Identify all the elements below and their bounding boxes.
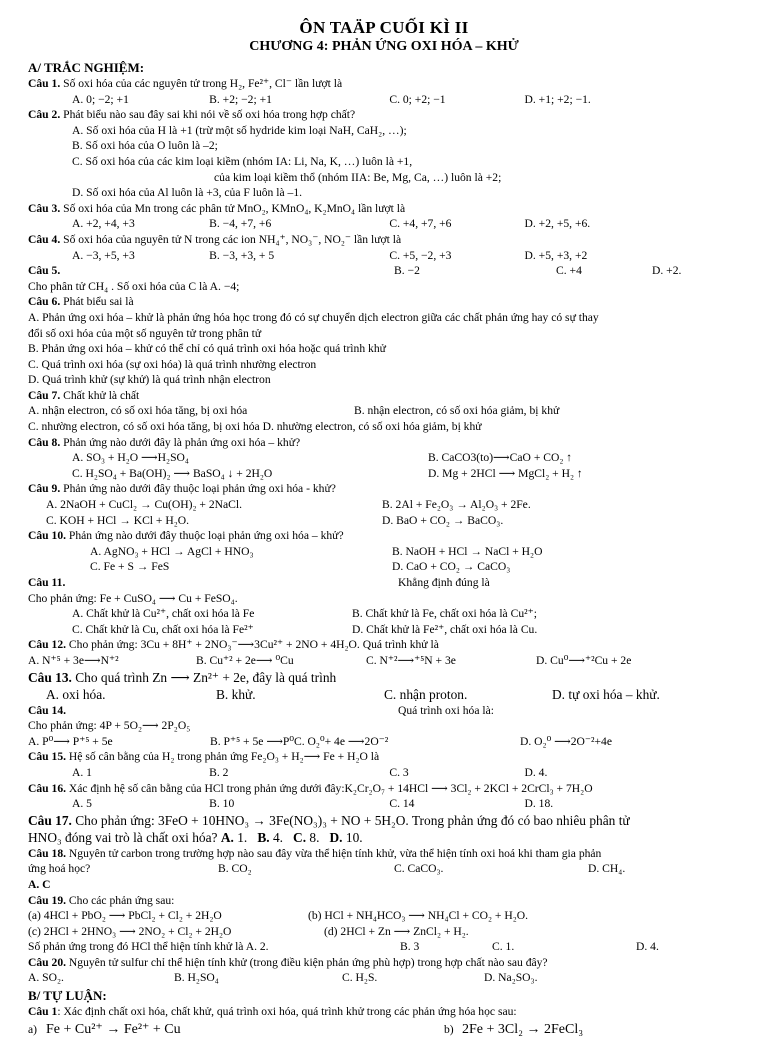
option-d: D. Mg + 2HCl ⟶ MgCl₂ + H₂ ↑ bbox=[428, 466, 583, 480]
option-d: D. Na₂SO₃. bbox=[484, 971, 538, 985]
option-a: 1. bbox=[233, 829, 248, 845]
option-b: B. 2 bbox=[209, 765, 229, 779]
reaction-a-label: a) bbox=[28, 1022, 38, 1036]
question-11-options-ab bbox=[28, 606, 740, 622]
question-11 bbox=[28, 575, 740, 606]
question-prompt: Khẳng định đúng là bbox=[398, 576, 490, 589]
option-c: C. 0; +2; −1 bbox=[389, 92, 446, 106]
question-text: Phản ứng nào dưới đây thuộc loại phản ứng oxi hóa – khử? bbox=[66, 529, 344, 543]
option-c: C. H₂S. bbox=[342, 971, 378, 985]
question-number: Câu 13. bbox=[28, 669, 72, 685]
question-10-options-cd bbox=[28, 559, 740, 575]
option-c: C. H₂SO₄ + Ba(OH)₂ ⟶ BaSO₄ ↓ + 2H₂O bbox=[72, 466, 273, 480]
option-b: B. Chất khử là Fe, chất oxi hóa là Cu²⁺; bbox=[352, 607, 537, 621]
reaction-b: (b) HCl + NH₄HCO₃ ⟶ NH₄Cl + CO₂ + H₂O. bbox=[308, 909, 529, 923]
question-3 bbox=[28, 201, 740, 217]
question-number: Câu 3. bbox=[28, 201, 61, 215]
question-number: Câu 8. bbox=[28, 435, 61, 449]
page-title: ÔN TAÄP CUỐI KÌ II bbox=[299, 18, 469, 37]
question-5 bbox=[28, 263, 740, 294]
option-d: D. 18. bbox=[524, 797, 554, 811]
option-b: B. khử. bbox=[216, 686, 256, 702]
question-20-options bbox=[28, 970, 740, 986]
question-14 bbox=[28, 703, 740, 734]
question-text: Cho quá trình Zn ⟶ Zn²⁺ + 2e, đây là quá trình bbox=[71, 669, 337, 685]
reaction-a: Fe + Cu²⁺ → Fe²⁺ + Cu bbox=[46, 1021, 181, 1037]
question-number: Câu 16. bbox=[28, 781, 67, 795]
question-number: Câu 2. bbox=[28, 108, 61, 122]
question-19-options bbox=[28, 939, 740, 955]
option-d: D. Số oxi hóa của Al luôn là +3, của F luôn là –1. bbox=[72, 186, 303, 200]
option-b: B. CaCO3(to)⟶CaO + CO₂ ↑ bbox=[428, 451, 573, 465]
option-b: B. −2 bbox=[394, 264, 420, 278]
reaction-b: 2Fe + 3Cl₂ → 2FeCl₃ bbox=[462, 1021, 584, 1037]
question-text: Phát biểu sai là bbox=[60, 295, 134, 309]
question-13 bbox=[28, 669, 740, 686]
question-text: Số oxi hóa của Mn trong các phân tử MnO₂, KMnO₄, K₂MnO₄ lần lượt là bbox=[60, 201, 406, 215]
option-a: A. N⁺⁵ + 3e⟶N⁺² bbox=[28, 653, 119, 667]
option-b: B. 3 bbox=[400, 940, 420, 954]
option-c: C. N⁺²⟶⁺⁵N + 3e bbox=[366, 653, 456, 667]
question-text: Xác định hệ số cân bằng của HCl trong phản ứng dưới đây:K₂Cr₂O₇ + 14HCl ⟶ 3Cl₂ + 2KCl + 2CrCl₃ + 7H₂O bbox=[66, 781, 593, 795]
option-a-label: A. bbox=[220, 829, 234, 845]
question-6 bbox=[28, 294, 740, 310]
option-a: A. C bbox=[28, 877, 51, 891]
option-b: B. H₂SO₄ bbox=[174, 971, 219, 985]
question-number: Câu 15. bbox=[28, 750, 67, 764]
question-10 bbox=[28, 528, 740, 544]
question-18-options bbox=[28, 861, 740, 892]
option-d: D. +2, +5, +6. bbox=[524, 217, 591, 231]
option-c: C. 14 bbox=[389, 797, 415, 811]
question-11-options-cd bbox=[28, 622, 740, 638]
question-number: Câu 19. bbox=[28, 893, 67, 907]
question-19-reactions-cd bbox=[28, 924, 740, 940]
question-number: Câu 17. bbox=[28, 812, 72, 828]
question-number: Câu 4. bbox=[28, 232, 61, 246]
option-a: A. AgNO₃ + HCl → AgCl + HNO₃ bbox=[90, 544, 254, 558]
option-b: B. −4, +7, +6 bbox=[209, 217, 272, 231]
option-c: C. CaCO₃. bbox=[394, 862, 444, 876]
option-c: C. Fe + S → FeS bbox=[90, 560, 170, 574]
option-a: A. +2, +4, +3 bbox=[72, 217, 135, 231]
question-text: Phát biểu nào sau đây sai khi nói về số oxi hóa trong hợp chất? bbox=[60, 108, 356, 122]
option-a: A. SO₃ + H₂O ⟶H₂SO₄ bbox=[72, 451, 189, 465]
question-text: Phản ứng nào dưới đây là phản ứng oxi hóa – khử? bbox=[60, 435, 301, 449]
question-9-options-ab bbox=[28, 497, 740, 513]
option-c-label: C. bbox=[293, 829, 307, 845]
question-text: Nguyên tử sulfur chỉ thể hiện tính khử (trong điều kiện phản ứng phù hợp) trong hợp chất nào sau đây? bbox=[66, 955, 548, 969]
question-4-options bbox=[28, 248, 740, 264]
option-d: D. CaO + CO₂ → CaCO₃ bbox=[392, 560, 511, 574]
question-number: Câu 18. bbox=[28, 846, 67, 860]
option-a: A. 0; −2; +1 bbox=[72, 92, 129, 106]
option-a: A. Phản ứng oxi hóa – khử là phản ứng hóa học trong đó có sự chuyển dịch electron giữa các chất phản ứng hay có sự thay bbox=[28, 310, 599, 324]
option-d: D. CH₄. bbox=[588, 862, 626, 876]
question-text: Cho các phản ứng sau: bbox=[66, 893, 175, 907]
question-9 bbox=[28, 481, 740, 497]
question-1 bbox=[28, 76, 740, 92]
option-b: B. Cu⁺² + 2e⟶ ⁰Cu bbox=[196, 653, 294, 667]
option-c-d: C. nhường electron, có số oxi hóa tăng, bị oxi hóa D. nhường electron, có số oxi hóa giảm, bị khử bbox=[28, 420, 482, 434]
question-12-options bbox=[28, 653, 740, 669]
option-a-continued: đổi số oxi hóa của một số nguyên tử trong phân tử bbox=[28, 326, 262, 340]
question-text: Cho phản ứng: 3Cu + 8H⁺ + 2NO₃⁻⟶3Cu²⁺ + 2NO + 4H₂O. Quá trình khử là bbox=[66, 638, 439, 652]
question-12 bbox=[28, 637, 740, 653]
option-c: C. 3 bbox=[389, 765, 409, 779]
question-number: Câu 1 bbox=[28, 1005, 58, 1019]
question-number: Câu 6. bbox=[28, 295, 61, 309]
option-a: A. oxi hóa. bbox=[46, 686, 106, 702]
option-b: B. 2Al + Fe₂O₃ → Al₂O₃ + 2Fe. bbox=[382, 498, 531, 512]
option-c: C. nhận proton. bbox=[384, 686, 468, 702]
option-a: A. Số oxi hóa của H là +1 (trừ một số hydride kim loại NaH, CaH₂, …); bbox=[72, 123, 407, 137]
option-b: B. −3, +3, + 5 bbox=[209, 248, 275, 262]
option-a: A. nhận electron, có số oxi hóa tăng, bị oxi hóa bbox=[28, 404, 248, 418]
option-c: C. +4 bbox=[556, 264, 582, 278]
question-2 bbox=[28, 107, 740, 123]
question-number: Câu 20. bbox=[28, 955, 67, 969]
question-text: Chất khử là chất bbox=[60, 388, 140, 402]
question-10-options-ab bbox=[28, 544, 740, 560]
question-3-options bbox=[28, 216, 740, 232]
question-text: Hệ số cân bằng của H₂ trong phản ứng Fe₂O₃ + H₂⟶ Fe + H₂O là bbox=[66, 750, 380, 764]
option-a: A. P⁰⟶ P⁺⁵ + 5e bbox=[28, 734, 113, 748]
reaction-d: (d) 2HCl + Zn ⟶ ZnCl₂ + H₂. bbox=[324, 924, 469, 938]
option-b: B. +2; −2; +1 bbox=[209, 92, 272, 106]
option-d: D. +1; +2; −1. bbox=[524, 92, 591, 106]
option-b: B. CO₂ bbox=[218, 862, 252, 876]
question-13-options bbox=[28, 686, 740, 703]
question-number: Câu 12. bbox=[28, 638, 67, 652]
option-c: C. KOH + HCl → KCl + H₂O. bbox=[46, 513, 190, 527]
question-7 bbox=[28, 388, 740, 404]
option-d: D. Quá trình khử (sự khử) là quá trình nhận electron bbox=[28, 373, 271, 387]
essay-question-1 bbox=[28, 1004, 740, 1020]
option-b: B. Số oxi hóa của O luôn là –2; bbox=[72, 139, 218, 153]
option-a: A. 2NaOH + CuCl₂ → Cu(OH)₂ + 2NaCl. bbox=[46, 498, 243, 512]
question-15-options bbox=[28, 765, 740, 781]
option-b: B. Phản ứng oxi hóa – khử có thể chỉ có quá trình oxi hóa hoặc quá trình khử bbox=[28, 342, 386, 356]
question-number: Câu 7. bbox=[28, 388, 61, 402]
question-text: Cho phản ứng: 3FeO + 10HNO₃ → 3Fe(NO₃)₃ + NO + 5H₂O. Trong phản ứng đó có bao nhiêu phân tử bbox=[71, 812, 630, 828]
question-9-options-cd bbox=[28, 513, 740, 529]
option-d: D. 4. bbox=[524, 765, 548, 779]
question-15 bbox=[28, 749, 740, 765]
option-c: 8. bbox=[306, 829, 320, 845]
option-c: C. Chất khử là Cu, chất oxi hóa là Fe²⁺ bbox=[72, 622, 254, 636]
chapter-subtitle: CHƯƠNG 4: PHẢN ỨNG OXI HÓA – KHỬ bbox=[249, 39, 519, 54]
question-number: Câu 1. bbox=[28, 77, 61, 90]
question-text: Phản ứng nào dưới đây thuộc loại phản ứng oxi hóa - khử? bbox=[60, 482, 336, 496]
option-d: D. Cu⁰⟶⁺²Cu + 2e bbox=[536, 653, 632, 667]
question-8 bbox=[28, 435, 740, 451]
question-7-options-ab bbox=[28, 403, 740, 419]
question-number: Câu 5. bbox=[28, 264, 61, 278]
question-text: HNO₃ đóng vai trò là chất oxi hóa? bbox=[28, 829, 218, 845]
option-b: B. nhận electron, có số oxi hóa giảm, bị khử bbox=[354, 404, 560, 418]
question-text: Số oxi hóa của nguyên tử N trong các ion NH₄⁺, NO₃⁻, NO₂⁻ lần lượt là bbox=[60, 232, 402, 246]
option-b: B. NaOH + HCl → NaCl + H₂O bbox=[392, 544, 543, 558]
question-16-options bbox=[28, 796, 740, 812]
question-17 bbox=[28, 812, 740, 829]
question-4 bbox=[28, 232, 740, 248]
question-19-reactions-ab bbox=[28, 908, 740, 924]
option-a: A. −3, +5, +3 bbox=[72, 248, 135, 262]
question-text: Số oxi hóa của các nguyên tử trong H₂, Fe²⁺, Cl⁻ lần lượt là bbox=[60, 77, 343, 90]
question-text: Cho phản ứng: 4P + 5O₂⟶ 2P₂O₅ bbox=[28, 719, 191, 733]
option-a: A. Chất khử là Cu²⁺, chất oxi hóa là Fe bbox=[72, 607, 255, 621]
reaction-b-label: b) bbox=[444, 1022, 454, 1036]
question-16 bbox=[28, 781, 740, 797]
question-prompt: Quá trình oxi hóa là: bbox=[398, 703, 494, 717]
question-17-line2 bbox=[28, 829, 740, 846]
option-d: D. +5, +3, +2 bbox=[524, 248, 588, 262]
option-c: C. 1. bbox=[492, 940, 515, 954]
question-number: Câu 9. bbox=[28, 482, 61, 496]
option-d-label: D. bbox=[329, 829, 343, 845]
question-1-options bbox=[28, 92, 740, 108]
option-d: D. 4. bbox=[636, 940, 659, 954]
question-number: Câu 11. bbox=[28, 576, 66, 589]
option-d: 10. bbox=[342, 829, 363, 845]
question-number: Câu 10. bbox=[28, 529, 67, 543]
question-20 bbox=[28, 955, 740, 971]
question-19 bbox=[28, 893, 740, 909]
option-a: A. SO₂. bbox=[28, 971, 64, 985]
question-8-options-cd bbox=[28, 466, 740, 482]
option-c: C. +4, +7, +6 bbox=[389, 217, 452, 231]
option-a: Số phản ứng trong đó HCl thể hiện tính khử là A. 2. bbox=[28, 940, 269, 954]
option-a: A. 5 bbox=[72, 797, 92, 811]
question-text: : Xác định chất oxi hóa, chất khử, quá trình oxi hóa, quá trình khử trong các phản ứng hóa học sau: bbox=[57, 1005, 517, 1019]
option-d: D. O₂⁰ ⟶2O⁻²+4e bbox=[520, 734, 612, 748]
option-c-continued: của kim loại kiềm thổ (nhóm IIA: Be, Mg, Ca, …) luôn là +2; bbox=[214, 170, 502, 184]
option-c: C. +5, −2, +3 bbox=[389, 248, 452, 262]
question-14-options bbox=[28, 734, 740, 750]
option-d: D. +2. bbox=[652, 264, 682, 278]
option-c: C. Quá trình oxi hóa (sự oxi hóa) là quá trình nhường electron bbox=[28, 357, 317, 371]
option-b-label: B. bbox=[257, 829, 270, 845]
option-d: D. BaO + CO₂ → BaCO₃. bbox=[382, 513, 504, 527]
option-c: C. Số oxi hóa của các kim loại kiềm (nhóm IA: Li, Na, K, …) luôn là +1, bbox=[72, 154, 413, 168]
question-text: Nguyên tử carbon trong trường hợp nào sau đây vừa thể hiện tính khử, vừa thể hiện tính oxi hoá khi tham gia phản bbox=[66, 846, 602, 860]
option-b-c: B. P⁺⁵ + 5e ⟶P⁰C. O₂⁰+ 4e ⟶2O⁻² bbox=[210, 734, 389, 748]
option-b: 4. bbox=[269, 829, 283, 845]
question-18 bbox=[28, 846, 740, 862]
question-number: Câu 14. bbox=[28, 703, 67, 717]
section-essay: B/ TỰ LUẬN: bbox=[28, 988, 107, 1004]
section-multiple-choice: A/ TRẮC NGHIỆM: bbox=[28, 60, 145, 75]
option-d: D. tự oxi hóa – khử. bbox=[552, 686, 660, 702]
option-d: D. Chất khử là Fe²⁺, chất oxi hóa là Cu. bbox=[352, 622, 538, 636]
option-b: B. 10 bbox=[209, 797, 235, 811]
option-a: A. 1 bbox=[72, 765, 92, 779]
question-text: Cho phản ứng: Fe + CuSO₄ ⟶ Cu + FeSO₄. bbox=[28, 591, 238, 605]
reaction-c: (c) 2HCl + 2HNO₃ ⟶ 2NO₂ + Cl₂ + 2H₂O bbox=[28, 924, 232, 938]
question-text: Cho phân tử CH₄ . Số oxi hóa của C là A. −4; bbox=[28, 279, 240, 293]
reaction-a: (a) 4HCl + PbO₂ ⟶ PbCl₂ + Cl₂ + 2H₂O bbox=[28, 909, 222, 923]
question-text: ứng hoá học? bbox=[28, 862, 91, 876]
question-8-options-ab bbox=[28, 450, 740, 466]
